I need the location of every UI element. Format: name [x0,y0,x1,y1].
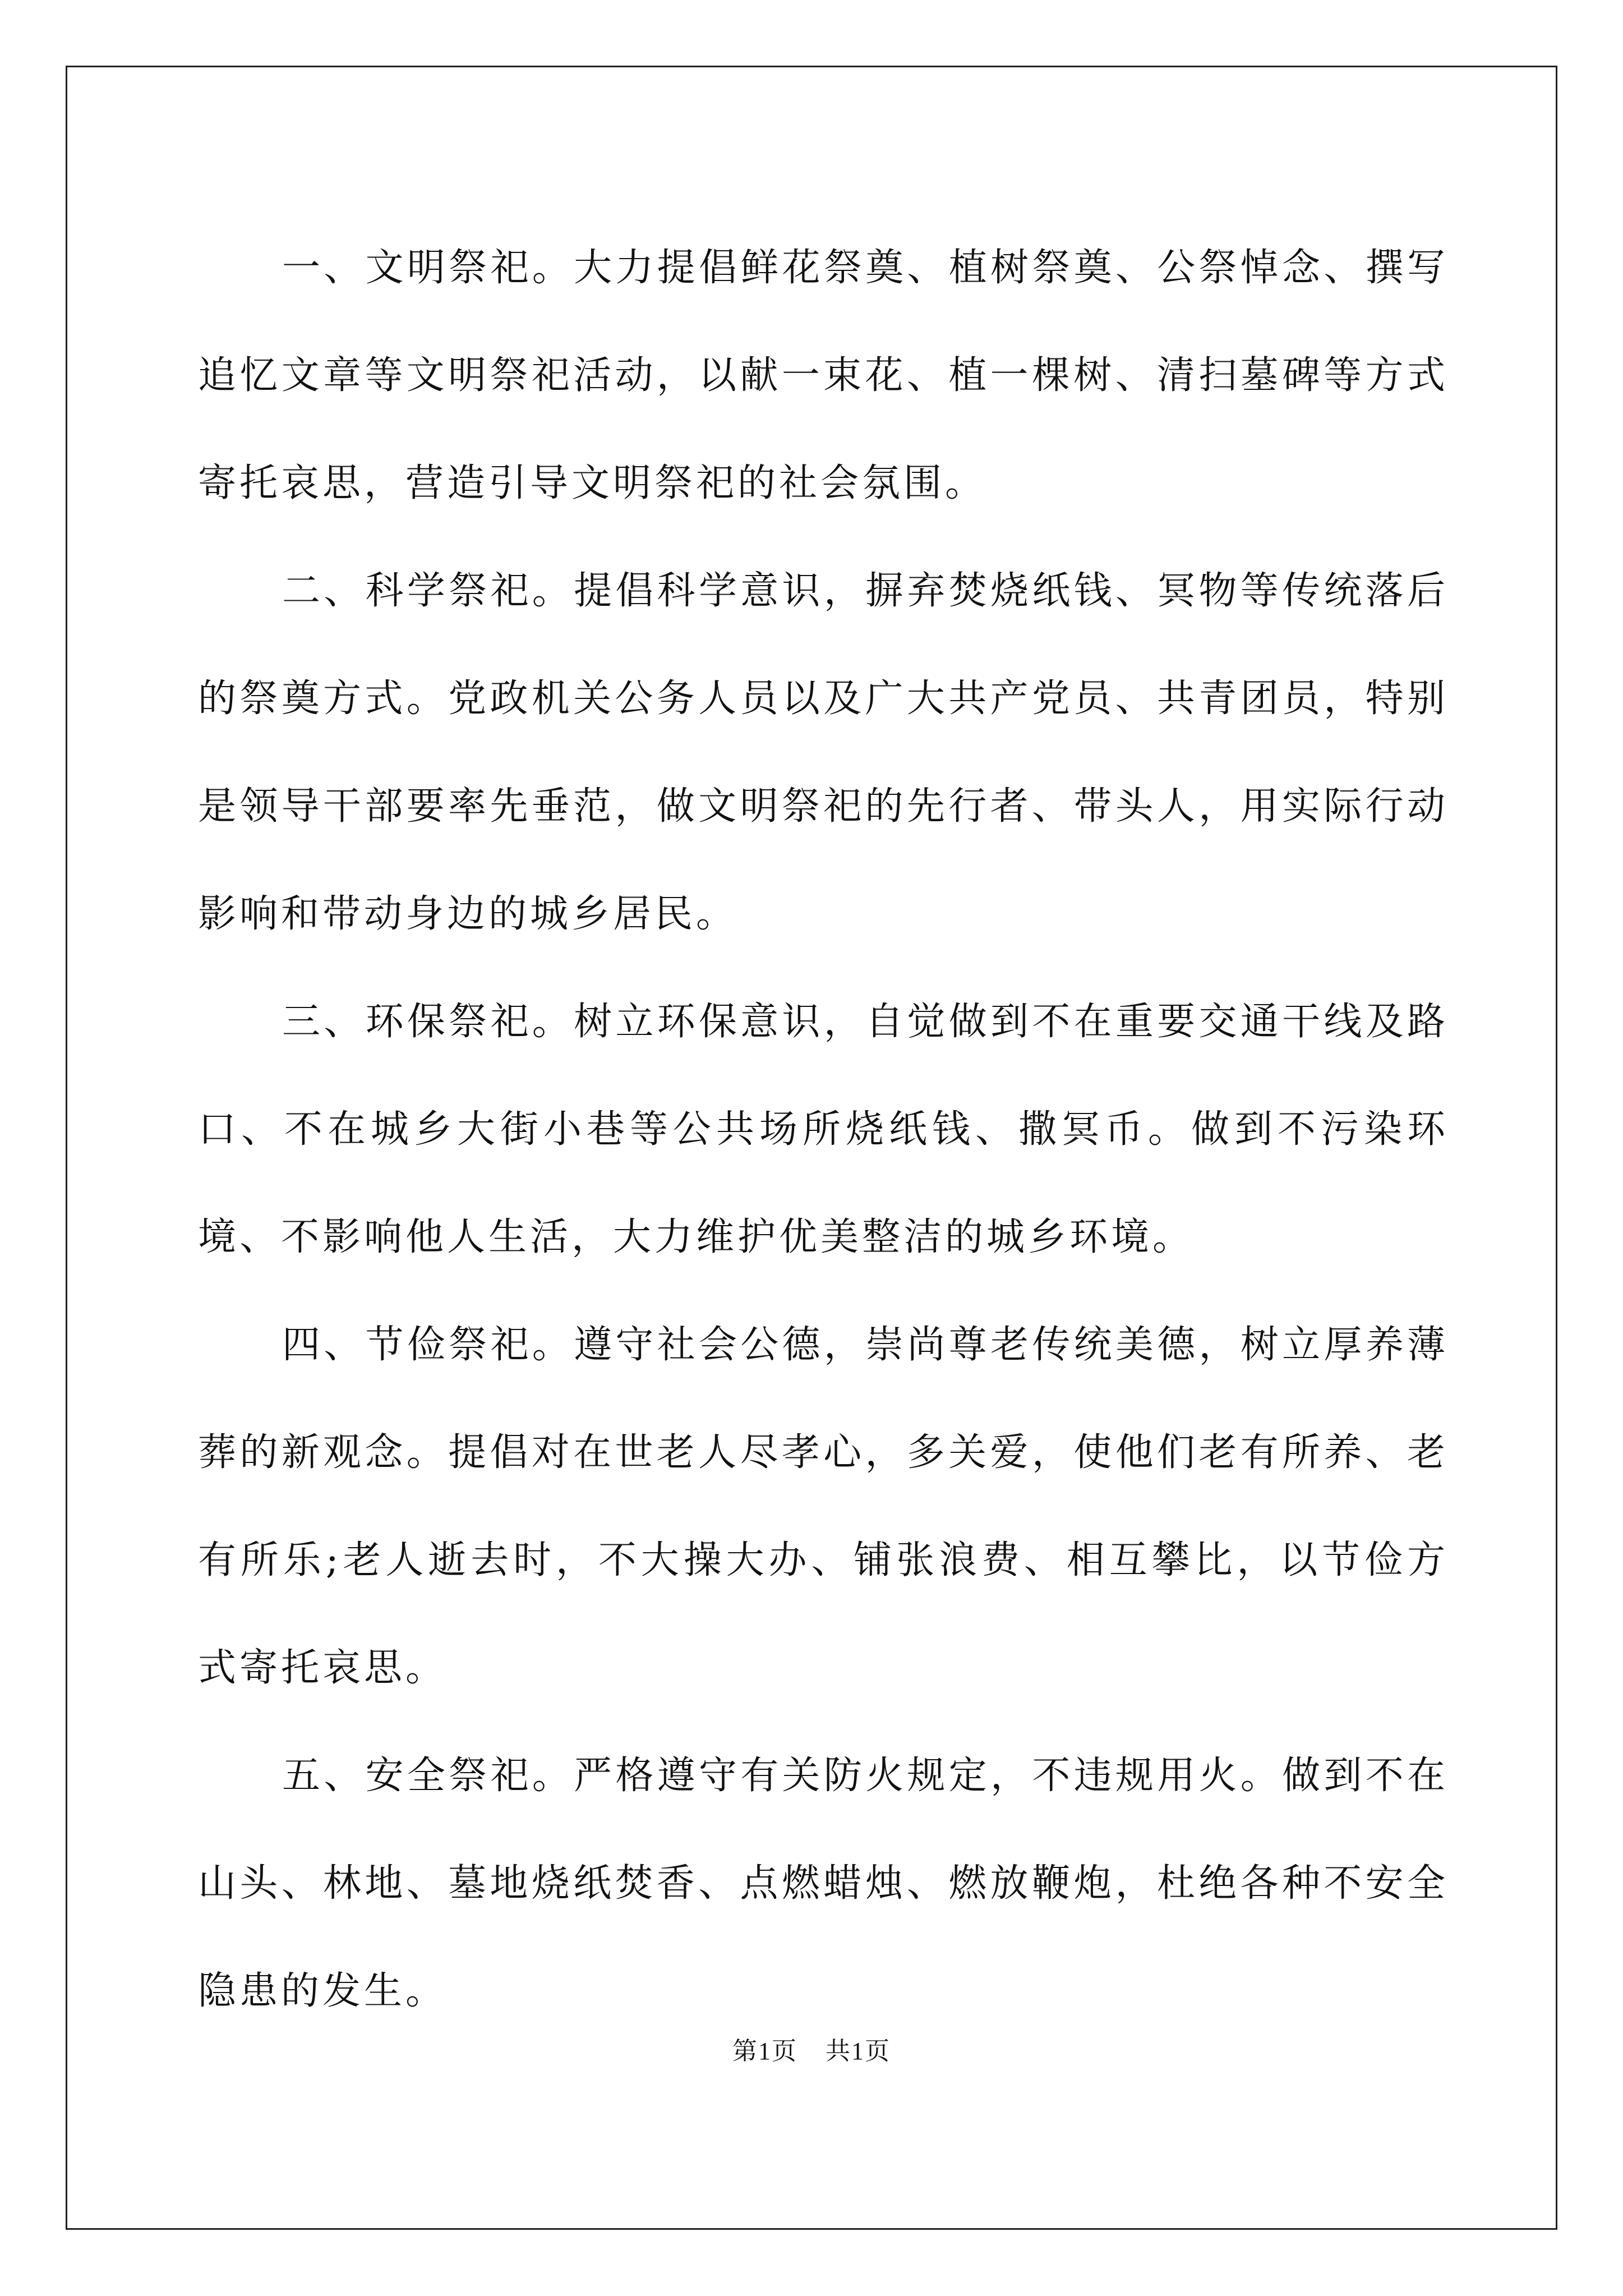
paragraph-safe-sacrifice: 五、安全祭祀。严格遵守有关防火规定，不违规用火。做到不在山头、林地、墓地烧纸焚香、点燃蜡烛、燃放鞭炮，杜绝各种不安全隐患的发生。 [198,1754,1449,2013]
paragraph-civilized-sacrifice: 一、文明祭祀。大力提倡鲜花祭奠、植树祭奠、公祭悼念、撰写追忆文章等文明祭祀活动，以献一束花、植一棵树、清扫墓碑等方式寄托哀思，营造引导文明祭祀的社会氛围。 [198,246,1449,505]
page-footer [0,2031,1623,2067]
paragraph-scientific-sacrifice: 二、科学祭祀。提倡科学意识，摒弃焚烧纸钱、冥物等传统落后的祭奠方式。党政机关公务人员以及广大共产党员、共青团员，特别是领导干部要率先垂范，做文明祭祀的先行者、带头人，用实际行动影响和带动身边的城乡居民。 [198,569,1449,936]
page-number-current: 第1页 [732,2037,797,2065]
paragraph-frugal-sacrifice: 四、节俭祭祀。遵守社会公德，崇尚尊老传统美德，树立厚养薄葬的新观念。提倡对在世老人尽孝心，多关爱，使他们老有所养、老有所乐;老人逝去时，不大操大办、铺张浪费、相互攀比，以节俭方式寄托哀思。 [198,1323,1449,1690]
paragraph-eco-sacrifice: 三、环保祭祀。树立环保意识，自觉做到不在重要交通干线及路口、不在城乡大街小巷等公共场所烧纸钱、撒冥币。做到不污染环境、不影响他人生活，大力维护优美整洁的城乡环境。 [198,1000,1449,1259]
document-body [198,214,1449,2045]
page-number-total: 共1页 [826,2037,891,2065]
